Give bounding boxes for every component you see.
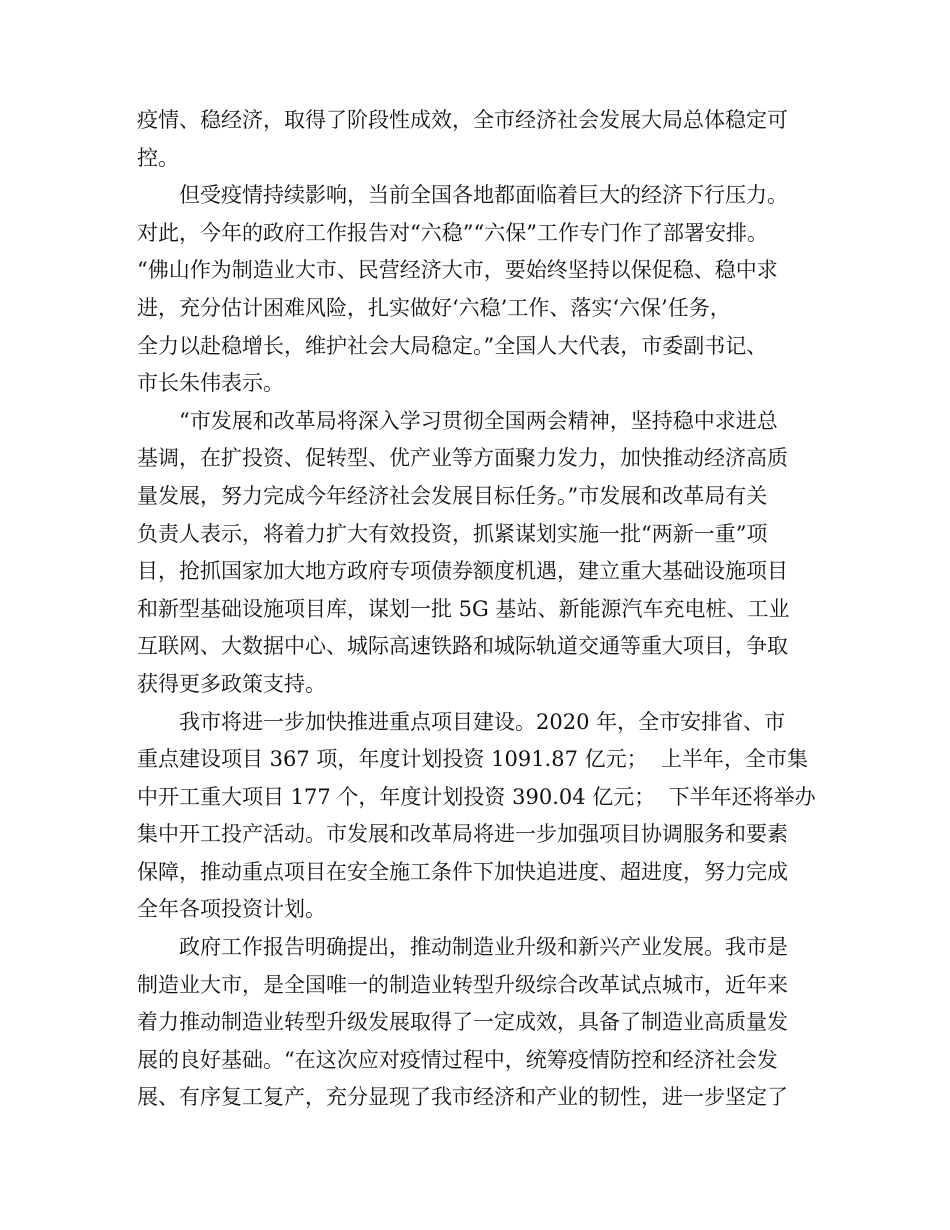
text-line: 政府工作报告明确提出，推动制造业升级和新兴产业发展。我市是 [179,935,788,960]
text-line: 市长朱伟表示。 [137,371,284,396]
text-line: 全年各项投资计划。 [137,897,326,922]
paragraph [137,929,827,1117]
text-line: 制造业大市，是全国唯一的制造业转型升级综合改革试点城市，近年来 [137,972,788,997]
text-line: 和新型基础设施项目库，谋划一批 5G 基站、新能源汽车充电桩、工业 [137,596,790,621]
text-line: 展的良好基础。“在这次应对疫情过程中，统筹疫情防控和经济社会发 [137,1047,778,1072]
text-line: “市发展和改革局将深入学习贯彻全国两会精神，坚持稳中求进总 [179,408,778,433]
paragraph [137,403,827,704]
text-line: 控。 [137,145,179,170]
text-line: 进，充分估计困难风险，扎实做好‘六稳’工作、落实‘六保’任务， [137,295,731,320]
text-line: 集中开工投产活动。市发展和改革局将进一步加强项目协调服务和要素 [137,822,788,847]
text-line: 保障，推动重点项目在安全施工条件下加快追进度、超进度，努力完成 [137,859,788,884]
text-line: 互联网、大数据中心、城际高速铁路和城际轨道交通等重大项目，争取 [137,634,788,659]
text-line: 我市将进一步加快推进重点项目建设。2020 年，全市安排省、市 [179,709,786,734]
paragraph [137,102,827,177]
text-line: 获得更多政策支持。 [137,671,326,696]
text-line: 展、有序复工复产，充分显现了我市经济和产业的韧性，进一步坚定了 [137,1085,788,1110]
text-line: 量发展，努力完成今年经济社会发展目标任务。”市发展和改革局有关 [137,483,768,508]
text-line: 疫情、稳经济，取得了阶段性成效，全市经济社会发展大局总体稳定可 [137,108,788,132]
text-line: 中开工重大项目 177 个，年度计划投资 390.04 亿元； 下半年还将举办 [137,784,816,809]
text-line: 全力以赴稳增长，维护社会大局稳定。”全国人大代表，市委副书记、 [137,333,768,358]
text-line: 对此，今年的政府工作报告对“六稳”“六保”工作专门作了部署安排。 [137,220,768,245]
paragraph [137,177,827,403]
text-line: 基调，在扩投资、促转型、优产业等方面聚力发力，加快推动经济高质 [137,446,788,471]
text-line: 负责人表示，将着力扩大有效投资，抓紧谋划实施一批“两新一重”项 [137,521,768,546]
text-line: “佛山作为制造业大市、民营经济大市，要始终坚持以保促稳、稳中求 [137,258,778,283]
paragraph [137,704,827,930]
text-line: 目，抢抓国家加大地方政府专项债券额度机遇，建立重大基础设施项目 [137,559,788,584]
text-line: 但受疫情持续影响，当前全国各地都面临着巨大的经济下行压力。 [179,183,788,208]
document-body [137,102,827,1117]
text-line: 重点建设项目 367 项，年度计划投资 1091.87 亿元； 上半年，全市集 [137,747,808,772]
text-line: 着力推动制造业转型升级发展取得了一定成效，具备了制造业高质量发 [137,1010,788,1035]
